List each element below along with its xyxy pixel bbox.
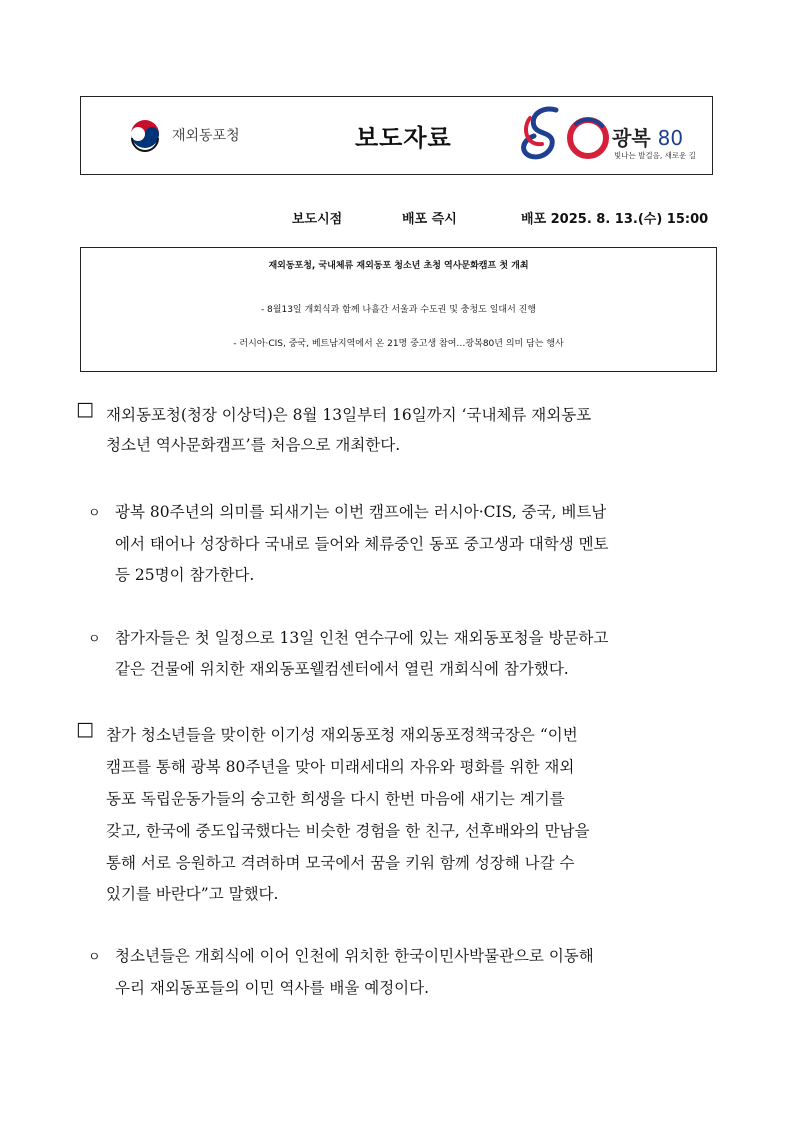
anniversary-title [612, 122, 683, 151]
release-timing-value: 배포 즉시 [402, 212, 457, 227]
headline-subtitle-1: - 8월13일 개회식과 함께 나흘간 서울과 수도권 및 충청도 일대서 진행 [260, 305, 537, 315]
paragraph-line: 통해 서로 응원하고 격려하며 모국에서 꿈을 키워 함께 성장해 나갈 수 [106, 854, 575, 872]
headline-subtitle-2: - 러시아·CIS, 중국, 베트남지역에서 온 21명 중고생 참여…광복80년 의미 담는 행사 [233, 339, 564, 349]
distribution-date: 배포 2025. 8. 13.(수) 15:00 [521, 212, 709, 227]
anniversary-title-text: 광복 [612, 126, 651, 150]
paragraph-line: 캠프를 통해 광복 80주년을 맞아 미래세대의 자유와 평화를 위한 재외 [106, 758, 575, 776]
paragraph-line: 에서 태어나 성장하다 국내로 들어와 체류중인 동포 중고생과 대학생 멘토 [115, 535, 609, 553]
paragraph-line: 갖고, 한국에 중도입국했다는 비슷한 경험을 한 친구, 선후배와의 만남을 [106, 822, 590, 840]
headline-title: 재외동포청, 국내체류 재외동포 청소년 초청 역사문화캠프 첫 개최 [268, 261, 529, 271]
press-release-title: 보도자료 [355, 124, 452, 152]
circle-bullet: ㅇ [88, 632, 101, 647]
paragraph-line: 우리 재외동포들의 이민 역사를 배울 예정이다. [115, 979, 430, 997]
taegeuk-logo-icon [128, 118, 162, 152]
paragraph-line: 동포 독립운동가들의 숭고한 희생을 다시 한번 마음에 새기는 계기를 [106, 790, 565, 808]
paragraph-line: 참가자들은 첫 일정으로 13일 인천 연수구에 있는 재외동포청을 방문하고 [115, 629, 609, 647]
anniversary-number: 80 [657, 126, 684, 150]
liberation-80-logo-icon [516, 104, 612, 168]
square-bullet: □ [76, 398, 94, 420]
paragraph-line: 재외동포청(청장 이상덕)은 8월 13일부터 16일까지 ‘국내체류 재외동포 [106, 406, 592, 424]
paragraph-1 [106, 400, 718, 430]
agency-name: 재외동포청 [172, 128, 240, 144]
paragraph-line: 등 25명이 참가한다. [115, 566, 255, 584]
anniversary-slogan: 빛나는 발걸음, 새로운 길 [614, 151, 696, 160]
paragraph-line: 있기를 바란다”고 말했다. [106, 885, 279, 903]
circle-bullet: ㅇ [88, 506, 101, 521]
paragraph-line: 청소년 역사문화캠프’를 처음으로 개최한다. [106, 436, 401, 454]
release-timing-label: 보도시점 [292, 212, 343, 227]
square-bullet: □ [76, 718, 94, 740]
circle-bullet: ㅇ [88, 950, 101, 965]
paragraph-line: 같은 건물에 위치한 재외동포웰컴센터에서 열린 개회식에 참가했다. [115, 660, 569, 678]
paragraph-line: 청소년들은 개회식에 이어 인천에 위치한 한국이민사박물관으로 이동해 [115, 947, 594, 965]
paragraph-line: 광복 80주년의 의미를 되새기는 이번 캠프에는 러시아·CIS, 중국, 베트남 [115, 503, 607, 521]
paragraph-line: 참가 청소년들을 맞이한 이기성 재외동포청 재외동포정책국장은 “이번 [106, 726, 578, 744]
